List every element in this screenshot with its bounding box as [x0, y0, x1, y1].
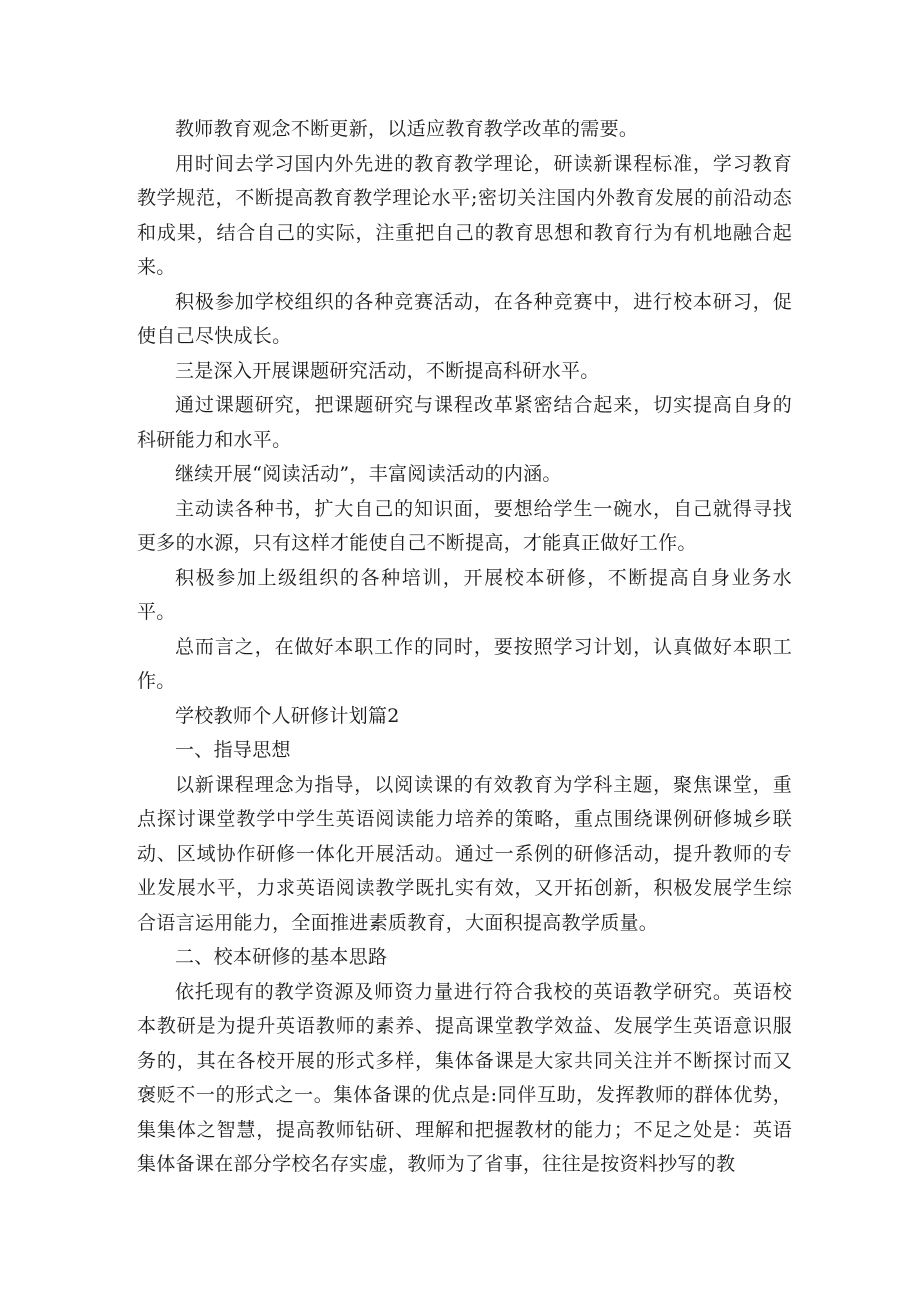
paragraph: 积极参加上级组织的各种培训，开展校本研修，不断提高自身业务水平。 [137, 566, 792, 623]
paragraph: 通过课题研究，把课题研究与课程改革紧密结合起来，切实提高自身的科研能力和水平。 [137, 394, 792, 451]
paragraph: 教师教育观念不断更新，以适应教育教学改革的需要。 [175, 118, 639, 140]
paragraph: 总而言之，在做好本职工作的同时，要按照学习计划，认真做好本职工作。 [137, 635, 792, 692]
paragraph: 三是深入开展课题研究活动，不断提高科研水平。 [175, 359, 600, 382]
heading: 二、校本研修的基本思路 [175, 946, 388, 968]
paragraph: 继续开展“阅读活动”，丰富阅读活动的内涵。 [175, 463, 562, 485]
section-title: 学校教师个人研修计划篇2 [175, 704, 400, 727]
paragraph: 用时间去学习国内外先进的教育教学理论，研读新课程标准，学习教育教学规范，不断提高教育教学理论水平;密切关注国内外教育发展的前沿动态和成果，结合自己的实际，注重把自己的教育思想和教育行为有机地融合起来。 [137, 152, 792, 278]
document-body [137, 112, 792, 1182]
paragraph: 以新课程理念为指导，以阅读课的有效教育为学科主题，聚焦课堂，重点探讨课堂教学中学生英语阅读能力培养的策略，重点围绕课例研修城乡联动、区域协作研修一体化开展活动。通过一系例的研修活动，提升教师的专业发展水平，力求英语阅读教学既扎实有效，又开拓创新，积极发展学生综合语言运用能力，全面推进素质教育，大面积提高教学质量。 [137, 773, 792, 934]
paragraph: 主动读各种书，扩大自己的知识面，要想给学生一碗水，自己就得寻找更多的水源，只有这样才能使自己不断提高，才能真正做好工作。 [137, 497, 792, 554]
heading: 一、指导思想 [175, 739, 291, 761]
paragraph: 依托现有的教学资源及师资力量进行符合我校的英语教学研究。英语校本教研是为提升英语教师的素养、提高课堂教学效益、发展学生英语意识服务的，其在各校开展的形式多样，集体备课是大家共同关注并不断探讨而又褒贬不一的形式之一。集体备课的优点是:同伴互助，发挥教师的群体优势，集集体之智慧，提高教师钻研、理解和把握教材的能力；不足之处是：英语集体备课在部分学校名存实虚，教师为了省事，往往是按资料抄写的教 [137, 980, 792, 1175]
paragraph: 积极参加学校组织的各种竞赛活动，在各种竞赛中，进行校本研习，促使自己尽快成长。 [137, 290, 792, 347]
